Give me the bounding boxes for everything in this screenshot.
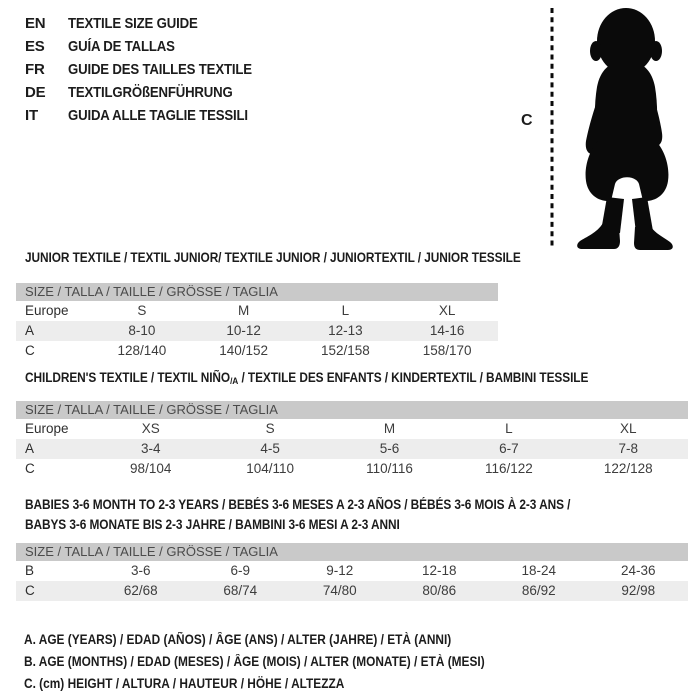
language-label: GUIDE DES TAILLES TEXTILE [68, 61, 252, 78]
language-code: FR [25, 61, 45, 78]
table-row-europe [16, 301, 498, 321]
junior-section-title [25, 250, 588, 265]
size-cell: M [383, 421, 396, 436]
language-label: TEXTILGRÖßENFÜHRUNG [68, 84, 233, 101]
children-section-title [25, 370, 665, 387]
table-row-height [16, 341, 498, 361]
table-row-months [16, 561, 688, 581]
language-list [25, 12, 277, 127]
age-cell: 5-6 [379, 441, 400, 456]
height-cell: 152/158 [320, 343, 370, 358]
children-title-pre: CHILDREN'S TEXTILE / TEXTIL NIÑO [25, 370, 231, 385]
table-row-age [16, 321, 498, 341]
language-code: DE [25, 84, 46, 101]
height-cell: 68/74 [223, 583, 258, 598]
babies-section-title-line1: BABIES 3-6 MONTH TO 2-3 YEARS / BEBÉS 3-6 MESES A 2-3 AÑOS / BÉBÉS 3-6 MOIS À 2-3 ANS / [25, 497, 571, 512]
language-row-it [25, 104, 277, 127]
height-cell: 122/128 [603, 461, 653, 476]
height-cell: 158/170 [422, 343, 472, 358]
size-table-header-text: SIZE / TALLA / TAILLE / GRÖSSE / TAGLIA [25, 284, 278, 299]
row-label: C [25, 461, 35, 476]
row-label: A [25, 323, 35, 338]
age-cell: 3-4 [140, 441, 161, 456]
row-label: A [25, 441, 35, 456]
children-title-sub: /A [230, 376, 239, 387]
months-cell: 6-9 [230, 563, 250, 578]
height-cell: 110/116 [366, 461, 413, 476]
junior-size-table [16, 283, 498, 361]
size-table-header-text: SIZE / TALLA / TAILLE / GRÖSSE / TAGLIA [25, 402, 278, 417]
months-cell: 3-6 [130, 563, 151, 578]
language-row-fr [25, 58, 277, 81]
months-cell: 9-12 [326, 563, 354, 578]
children-section-title-text [25, 370, 588, 387]
language-code: IT [25, 107, 38, 124]
toddler-silhouette-icon [556, 5, 696, 253]
note-height [24, 673, 547, 695]
language-label: GUÍA DE TALLAS [68, 38, 175, 55]
junior-section-title-text: JUNIOR TEXTILE / TEXTIL JUNIOR/ TEXTILE JUNIOR / JUNIORTEXTIL / JUNIOR TESSILE [25, 250, 521, 265]
language-code: EN [25, 15, 46, 32]
babies-section-title [25, 495, 645, 535]
size-table-header [16, 283, 498, 301]
row-label: C [25, 343, 35, 358]
age-cell: 8-10 [128, 323, 156, 338]
size-cell: M [238, 303, 250, 318]
size-cell: S [265, 421, 275, 436]
height-cell: 140/152 [219, 343, 269, 358]
table-row-age [16, 439, 688, 459]
age-cell: 12-13 [328, 323, 363, 338]
months-cell: 18-24 [521, 563, 557, 578]
size-cell: XL [438, 303, 456, 318]
size-cell: L [505, 421, 513, 436]
age-cell: 14-16 [429, 323, 465, 338]
age-cell: 7-8 [618, 441, 639, 456]
height-cell: 92/98 [621, 583, 656, 598]
table-row-height [16, 581, 688, 601]
age-cell: 10-12 [226, 323, 261, 338]
height-cell: 80/86 [422, 583, 457, 598]
height-cell: 104/110 [246, 461, 294, 476]
height-measure-dashed-line [550, 8, 554, 248]
size-cell: S [137, 303, 147, 318]
height-measure-label: C [521, 112, 533, 129]
size-cell: XS [141, 421, 160, 436]
height-cell: 74/80 [322, 583, 357, 598]
months-cell: 12-18 [421, 563, 457, 578]
language-label: TEXTILE SIZE GUIDE [68, 15, 198, 32]
language-label: GUIDA ALLE TAGLIE TESSILI [68, 107, 248, 124]
babies-size-table [16, 543, 688, 601]
row-label: Europe [25, 421, 69, 436]
table-row-europe [16, 419, 688, 439]
legend-notes [24, 629, 547, 695]
row-label: C [25, 583, 35, 598]
size-cell: L [341, 303, 350, 318]
months-cell: 24-36 [620, 563, 656, 578]
note-height-text: C. (cm) HEIGHT / ALTURA / HAUTEUR / HÖHE / ALTEZZA [24, 676, 345, 691]
height-cell: 98/104 [130, 461, 172, 476]
height-cell: 116/122 [484, 461, 533, 476]
language-row-de [25, 81, 277, 104]
height-cell: 128/140 [117, 343, 167, 358]
row-label: B [25, 563, 35, 578]
babies-section-title-line2: BABYS 3-6 MONATE BIS 2-3 JAHRE / BAMBINI 3-6 MESI A 2-3 ANNI [25, 517, 400, 532]
height-cell: 86/92 [521, 583, 556, 598]
language-row-es [25, 35, 277, 58]
note-age-years [24, 629, 547, 651]
children-title-post: / TEXTILE DES ENFANTS / KINDERTEXTIL / BAMBINI TESSILE [238, 370, 589, 385]
note-age-months-text: B. AGE (MONTHS) / EDAD (MESES) / ÂGE (MOIS) / ALTER (MONATE) / ETÀ (MESI) [24, 654, 485, 669]
size-table-header [16, 543, 688, 561]
height-cell: 62/68 [123, 583, 158, 598]
size-table-header [16, 401, 688, 419]
size-table-header-text: SIZE / TALLA / TAILLE / GRÖSSE / TAGLIA [25, 544, 278, 559]
language-code: ES [25, 38, 45, 55]
note-age-months [24, 651, 547, 673]
age-cell: 4-5 [260, 441, 280, 456]
children-size-table [16, 401, 688, 479]
row-label: Europe [25, 303, 69, 318]
language-row-en [25, 12, 277, 35]
table-row-height [16, 459, 688, 479]
size-cell: XL [620, 421, 637, 436]
note-age-years-text: A. AGE (YEARS) / EDAD (AÑOS) / ÂGE (ANS) / ALTER (JAHRE) / ETÀ (ANNI) [24, 632, 452, 647]
age-cell: 6-7 [499, 441, 519, 456]
